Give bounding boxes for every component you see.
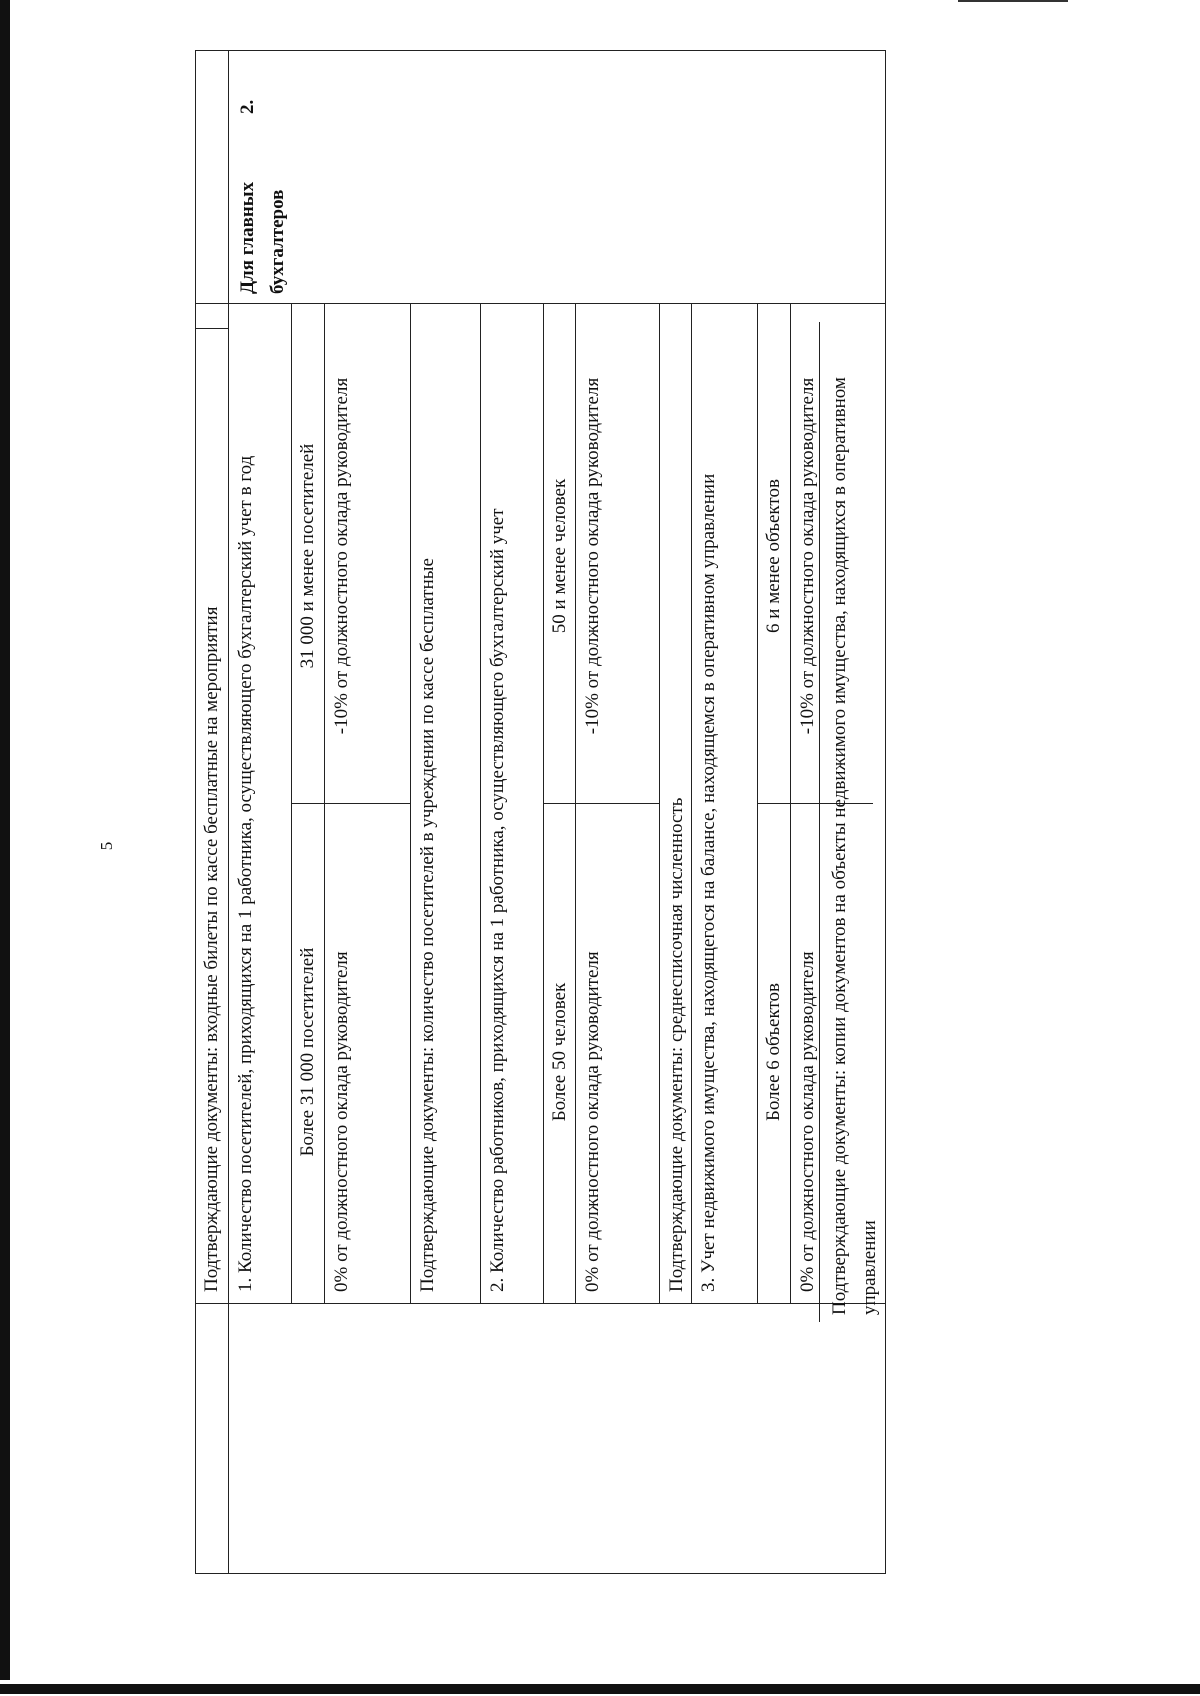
criterion-2-title: 2. Количество работников, приходящихся на 1 работника, осуществляющего бухгалтерский учет bbox=[487, 508, 508, 1292]
item-number: 2. bbox=[237, 99, 258, 114]
criterion-1-high-label: Более 31 000 посетителей bbox=[297, 947, 318, 1157]
criterion-3-high-value: 0% от должностного оклада руководителя bbox=[797, 951, 818, 1292]
criterion-3-documents-wrap bbox=[825, 330, 891, 1315]
criterion-1-high-value: 0% от должностного оклада руководителя bbox=[331, 951, 352, 1292]
top-row-documents: Подтверждающие документы: входные билеты по кассе бесплатные на мероприятия bbox=[201, 606, 222, 1292]
criterion-2-low-value: -10% от должностного оклада руководителя bbox=[582, 377, 603, 735]
criterion-3-documents: Подтверждающие документы: копии документов на объекты недвижимого имущества, находящихся в оперативном управлении bbox=[829, 377, 880, 1315]
column-border-number bbox=[195, 303, 886, 304]
column-border-empty bbox=[195, 1303, 886, 1304]
criteria-table bbox=[195, 50, 886, 1574]
criterion-1-low-label: 31 000 и менее посетителей bbox=[297, 443, 318, 669]
column-border-1 bbox=[228, 50, 229, 1574]
scan-mark-top bbox=[958, 0, 1068, 2]
criterion-1-title: 1. Количество посетителей, приходящихся на 1 работника, осуществляющего бухгалтерский учет в год bbox=[235, 455, 256, 1292]
criterion-2-documents: Подтверждающие документы: среднесписочная численность bbox=[666, 797, 687, 1292]
criterion-1-low-value: -10% от должностного оклада руководителя bbox=[331, 377, 352, 735]
criterion-2-high-value: 0% от должностного оклада руководителя bbox=[582, 951, 603, 1292]
criterion-3-low-label: 6 и менее объектов bbox=[763, 479, 784, 633]
criterion-3-low-value: -10% от должностного оклада руководителя bbox=[797, 377, 818, 735]
criterion-3-high-label: Более 6 объектов bbox=[763, 983, 784, 1121]
scan-edge-left bbox=[0, 0, 10, 1680]
header-stub-border bbox=[195, 328, 228, 329]
category-label: Для главных бухгалтеров bbox=[237, 181, 288, 294]
scan-edge-bottom bbox=[0, 1684, 1200, 1694]
criterion-1-documents: Подтверждающие документы: количество посетителей в учреждении по кассе бесплатные bbox=[417, 558, 438, 1292]
criterion-2-low-label: 50 и менее человек bbox=[549, 478, 570, 634]
criterion-2-high-label: Более 50 человек bbox=[549, 982, 570, 1122]
page-number: 5 bbox=[97, 841, 116, 851]
criterion-3-title: 3. Учет недвижимого имущества, находящегося на балансе, находящемся в оперативном управлении bbox=[698, 473, 719, 1292]
